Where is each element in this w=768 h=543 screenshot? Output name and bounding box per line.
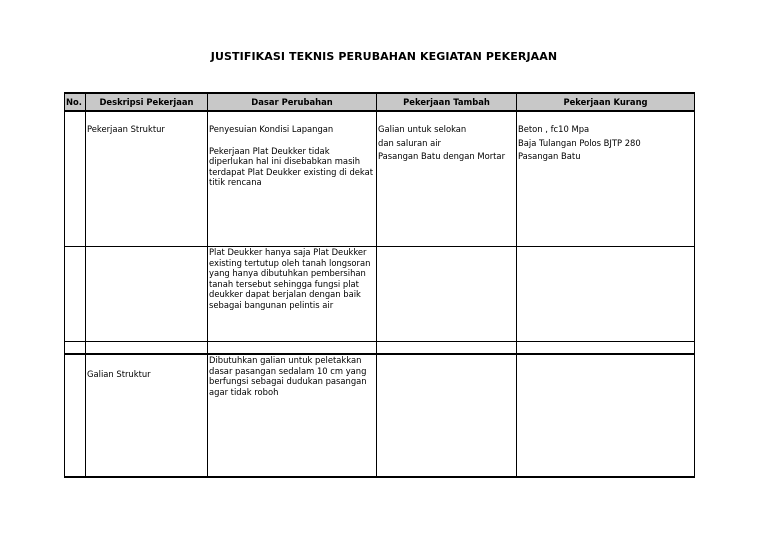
cell-deskripsi xyxy=(86,342,208,355)
cell-kurang xyxy=(517,111,695,247)
cell-dasar xyxy=(208,247,377,342)
justification-table xyxy=(64,92,695,478)
cell-deskripsi xyxy=(86,354,208,477)
kurang-text: Beton , fc10 Mpa xyxy=(518,124,590,134)
cell-deskripsi xyxy=(86,111,208,247)
tambah-text: Galian untuk selokan xyxy=(378,124,467,134)
cell-tambah xyxy=(377,354,517,477)
cell-tambah xyxy=(377,111,517,247)
cell-dasar xyxy=(208,354,377,477)
cell-kurang xyxy=(517,247,695,342)
cell-deskripsi xyxy=(86,247,208,342)
cell-no xyxy=(65,342,86,355)
kurang-text: Baja Tulangan Polos BJTP 280 xyxy=(518,137,641,148)
dasar-text: Plat Deukker hanya saja Plat Deukker existing tertutup oleh tanah longsoran yang hanya dibutuhkan pembersihan tanah tersebut sehingga fungsi plat deukker dapat berjalan dengan baik sebagai bangunan pelintis air xyxy=(209,247,371,310)
deskripsi-text: Pekerjaan Struktur xyxy=(87,124,165,134)
header-kurang: Pekerjaan Kurang xyxy=(517,93,695,111)
table-row xyxy=(65,354,695,477)
kurang-text: Pasangan Batu xyxy=(518,151,581,161)
table-row xyxy=(65,111,695,247)
cell-tambah xyxy=(377,342,517,355)
cell-dasar xyxy=(208,111,377,247)
header-tambah: Pekerjaan Tambah xyxy=(377,93,517,111)
table-header-row xyxy=(65,93,695,111)
cell-no xyxy=(65,354,86,477)
cell-no xyxy=(65,111,86,247)
cell-kurang xyxy=(517,354,695,477)
dasar-text: Dibutuhkan galian untuk peletakkan dasar pasangan sedalam 10 cm yang berfungsi sebagai dudukan pasangan agar tidak roboh xyxy=(209,355,367,397)
header-dasar: Dasar Perubahan xyxy=(208,93,377,111)
header-deskripsi: Deskripsi Pekerjaan xyxy=(86,93,208,111)
cell-no xyxy=(65,247,86,342)
dasar-text: Penyesuian Kondisi Lapangan xyxy=(209,124,334,134)
cell-dasar xyxy=(208,342,377,355)
tambah-text: Pasangan Batu dengan Mortar xyxy=(378,151,506,161)
tambah-text: dan saluran air xyxy=(378,137,441,148)
deskripsi-text: Galian Struktur xyxy=(87,369,151,379)
cell-kurang xyxy=(517,342,695,355)
document-title: JUSTIFIKASI TEKNIS PERUBAHAN KEGIATAN PEKERJAAN xyxy=(210,50,558,63)
table-row xyxy=(65,247,695,342)
header-no: No. xyxy=(65,93,86,111)
cell-tambah xyxy=(377,247,517,342)
table-row xyxy=(65,342,695,355)
dasar-text: Pekerjaan Plat Deukker tidak diperlukan hal ini disebabkan masih terdapat Plat Deukker existing di dekat titik rencana xyxy=(209,145,374,187)
